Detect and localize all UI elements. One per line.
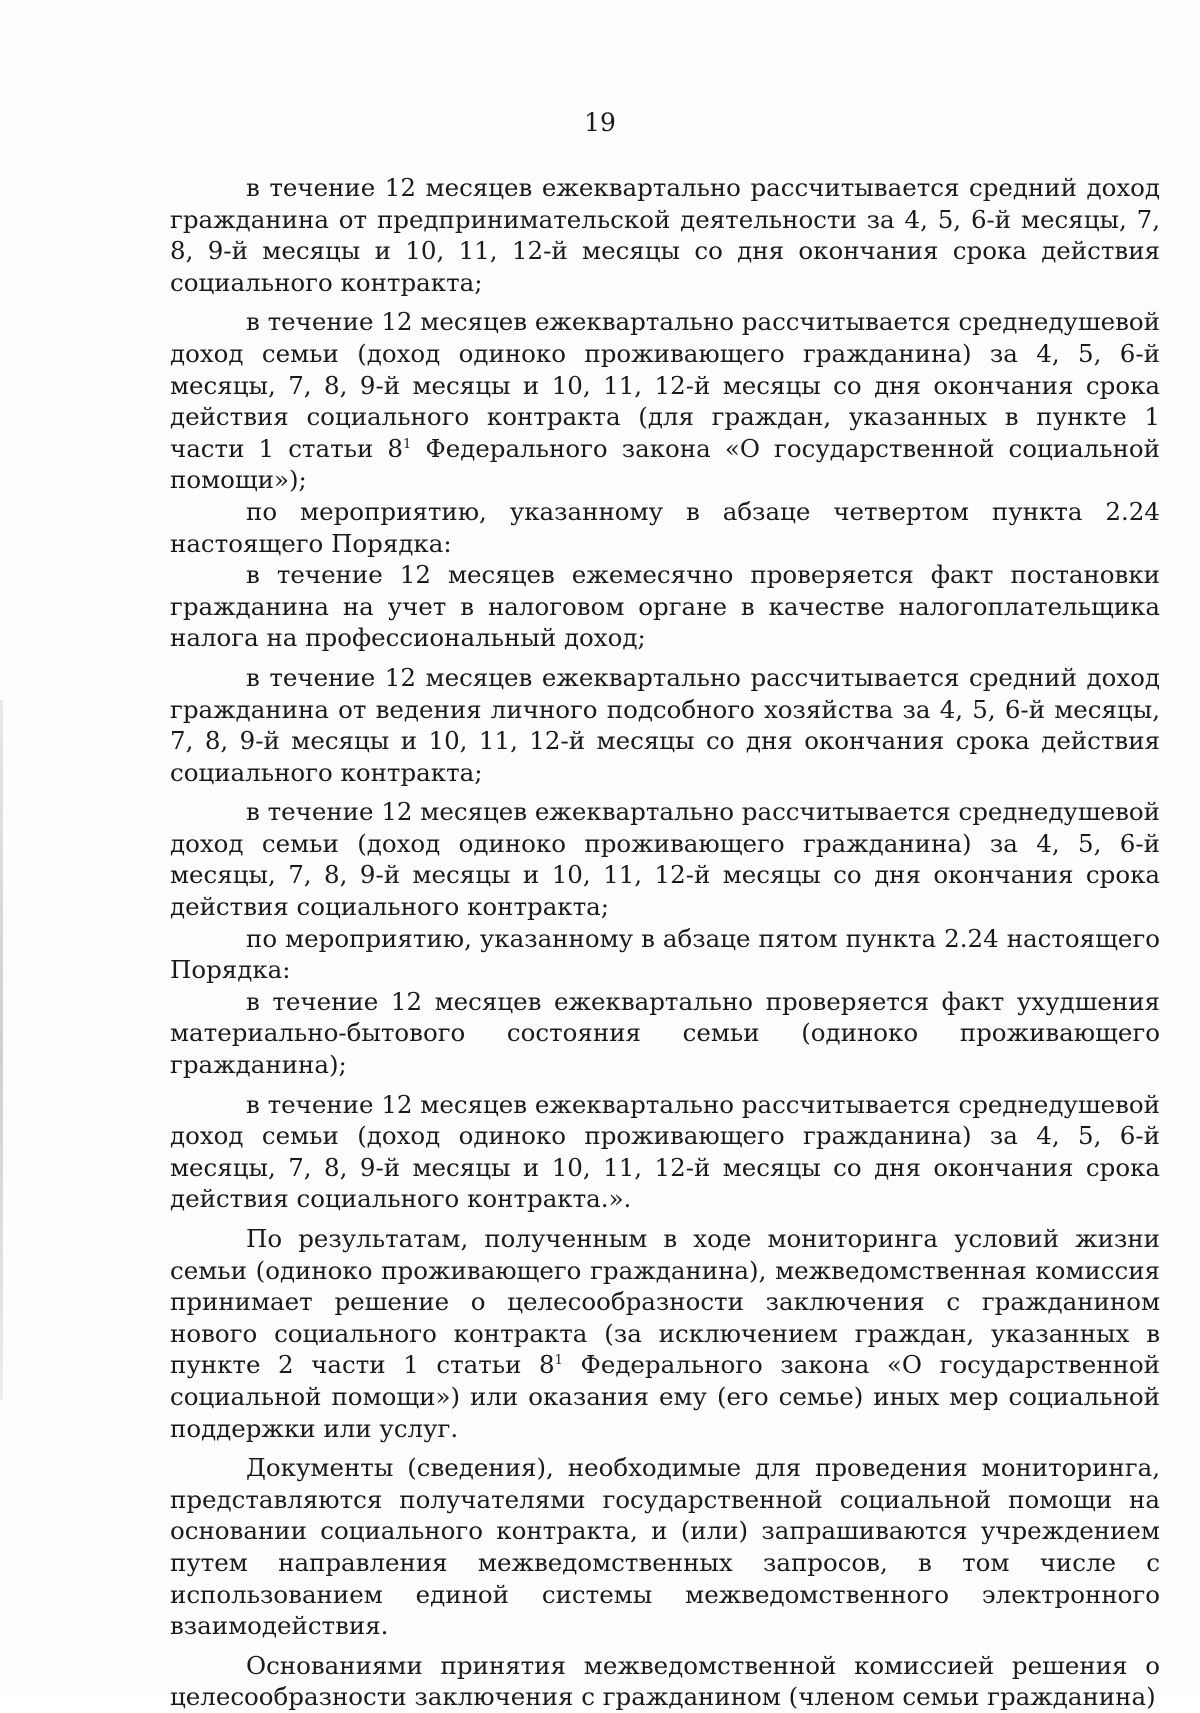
paragraph-3: по мероприятию, указанному в абзаце четвертом пункта 2.24 настоящего Порядка: [170, 496, 1160, 558]
paragraph-9: в течение 12 месяцев ежеквартально рассчитывается среднедушевой доход семьи (доход одиноко проживающего гражданина) за 4, 5, 6-й месяцы, 7, 8, 9-й месяцы и 10, 11, 12-й месяцы со дня окончания срока действия социального контракта.». [170, 1089, 1160, 1214]
superscript-2: 1 [554, 1353, 563, 1369]
paragraph-6: в течение 12 месяцев ежеквартально рассчитывается среднедушевой доход семьи (доход одиноко проживающего гражданина) за 4, 5, 6-й месяцы, 7, 8, 9-й месяцы и 10, 11, 12-й месяцы со дня окончания срока действия социального контракта; [170, 797, 1160, 922]
paragraph-2-text: в течение 12 месяцев ежеквартально рассчитывается среднедушевой доход семьи (доход одиноко проживающего гражданина) за 4, 5, 6-й месяцы, 7, 8, 9-й месяцы и 10, 11, 12-й месяцы со дня окончания срока действия социального контракта (для граждан, указанных в пункте 1 части 1 статьи 8 [170, 307, 1160, 463]
superscript-1: 1 [403, 436, 412, 452]
paragraph-10-text: По результатам, полученным в ходе мониторинга условий жизни семьи (одиноко проживающего гражданина), межведомственная комиссия принимает решение о целесообразности заключения с гражданином нового социального контракта (за исключением граждан, указанных в пункте 2 части 1 статьи 8 [170, 1224, 1160, 1380]
paragraph-8: в течение 12 месяцев ежеквартально проверяется факт ухудшения материально-бытового состояния семьи (одиноко проживающего гражданина); [170, 986, 1160, 1080]
document-body [170, 172, 1160, 1713]
paragraph-7: по мероприятию, указанному в абзаце пятом пункта 2.24 настоящего Порядка: [170, 923, 1160, 985]
scan-edge-shadow [0, 700, 3, 1400]
paragraph-4: в течение 12 месяцев ежемесячно проверяется факт постановки гражданина на учет в налоговом органе в качестве налогоплательщика налога на профессиональный доход; [170, 560, 1160, 653]
paragraph-2-tail: Федерального закона «О государственной социальной помощи»); [170, 433, 1160, 495]
paragraph-5: в течение 12 месяцев ежеквартально рассчитывается средний доход гражданина от ведения личного подсобного хозяйства за 4, 5, 6-й месяцы, 7, 8, 9-й месяцы и 10, 11, 12-й месяцы со дня окончания срока действия социального контракта; [170, 662, 1160, 787]
paragraph-1: в течение 12 месяцев ежеквартально рассчитывается средний доход гражданина от предпринимательской деятельности за 4, 5, 6-й месяцы, 7, 8, 9-й месяцы и 10, 11, 12-й месяцы со дня окончания срока действия социального контракта; [170, 173, 1160, 297]
paragraph-11: Документы (сведения), необходимые для проведения мониторинга, представляются получателями государственной социальной помощи на основании социального контракта, и (или) запрашиваются учреждением путем направления межведомственных запросов, в том числе с использованием единой системы межведомственного электронного взаимодействия. [170, 1453, 1160, 1641]
paragraph-2 [170, 306, 1160, 496]
paragraph-10 [170, 1223, 1160, 1444]
paragraph-12: Основаниями принятия межведомственной комиссией решения о целесообразности заключения с гражданином (членом семьи гражданина) [170, 1650, 1160, 1712]
page-number: 19 [584, 108, 616, 137]
paragraph-10-tail: Федерального закона «О государственной социальной помощи») или оказания ему (его семье) иных мер социальной поддержки или услуг. [170, 1350, 1160, 1443]
